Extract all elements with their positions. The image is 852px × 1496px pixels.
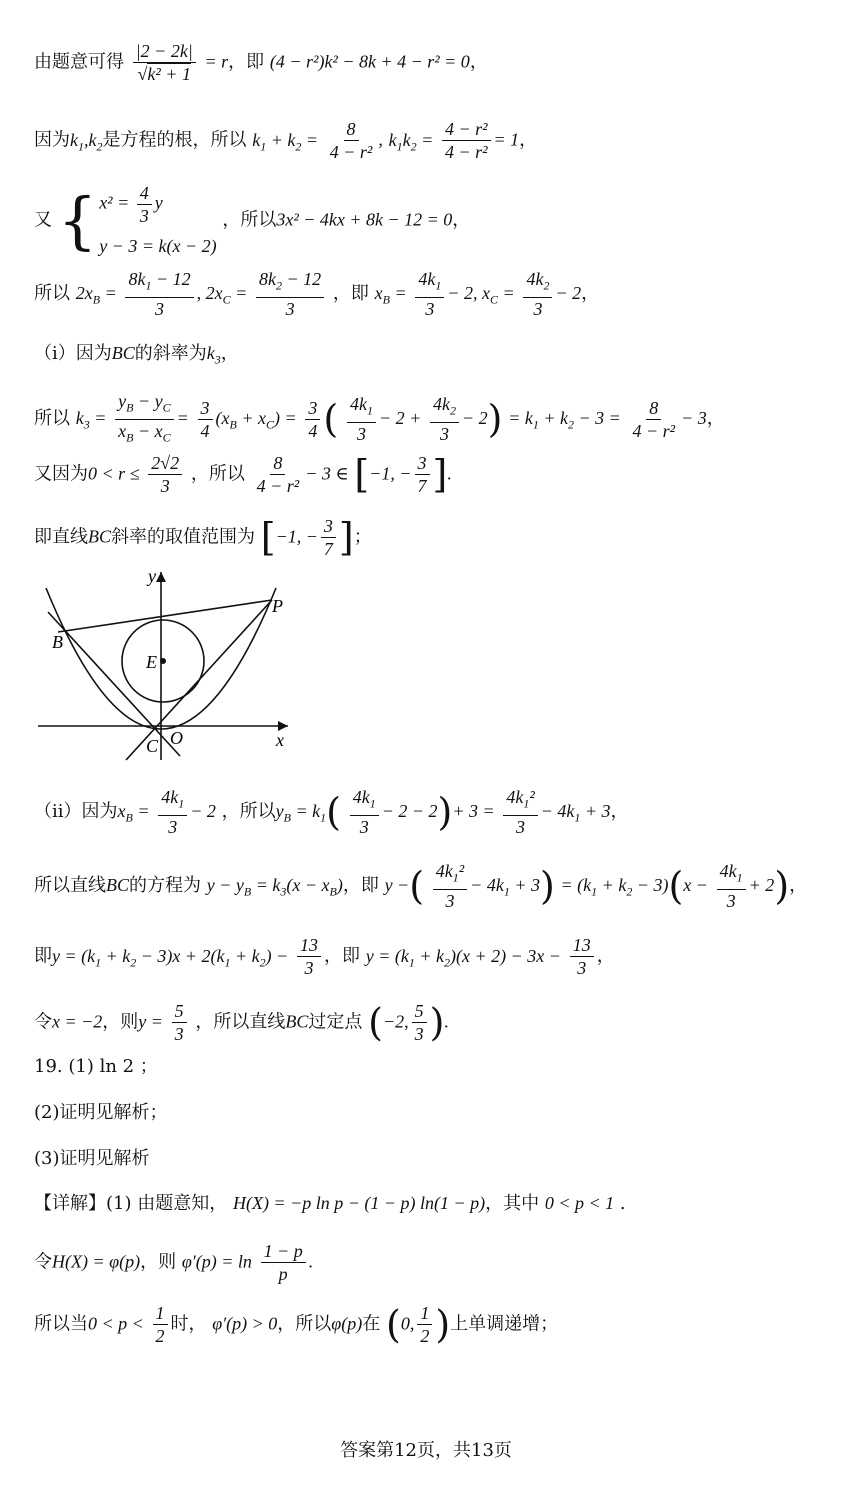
label-x: x — [276, 730, 284, 750]
solution-line-9: （ii）因为$x_B$ = $\frac{4k_1}{3}$ − 2 ，所以$y_B = k_1$( $\frac{4k_1}{3}$ − 2 − 2)+ 3 = $\frac{4k_1^2}{3}$ − $4k_1 + 3$， — [34, 787, 629, 837]
solution-line-5: （i）因为BC的斜率为$k_3$， — [34, 343, 239, 367]
geometry-figure — [30, 560, 300, 770]
solution-line-16: 【详解】(1) 由题意知， H(X) = −p ln p − (1 − p) ln(1 − p)，其中 0 < p < 1 . — [34, 1193, 626, 1214]
label-e: E — [146, 652, 157, 672]
solution-line-15: (3)证明见解析 — [34, 1148, 150, 1169]
label-o: O — [170, 728, 183, 748]
solution-line-10: 所以直线BC的方程为 $y - y_B = k_3(x - x_B)$，即 y −( $\frac{4k_1^2}{3}$ − $4k_1 + 3) = (k_1 + k_2 - 3)(x$ − $\frac{4k_1}{3}$ + 2)， — [34, 861, 808, 911]
solution-line-1: 由题意可得 $\frac{|2 - 2k|}{\text{√k² + 1}}$ = r，即 (4 − r²)k² − 8k + 4 − r² = 0， — [34, 41, 488, 84]
y-axis-arrow — [156, 572, 166, 582]
solution-line-18: 所以当0 < p < $\frac{1}{2}$ 时， φ′(p) > 0，所以φ(p)在 (0, $\frac{1}{2}$ )上单调递增； — [34, 1302, 559, 1347]
label-p: P — [272, 596, 283, 616]
solution-line-17: 令H(X) = φ(p)，则 φ′(p) = ln $\frac{1 - p}{p}$ . — [34, 1241, 314, 1284]
line-bp — [58, 600, 272, 632]
solution-line-6: 所以 $k_3$ = $\frac{y_B - y_C}{x_B - x_C}$ = $\frac{3}{4}$ $(x_B + x_C)$ = $\frac{3}{4}$ ( $\frac{4k_1}{3}$ − 2 + $\frac{4k_2}{3}$ − $2) = k_1 + k_2 - 3$ = $\frac{8}{\text{4 − r²}}$ − 3， — [34, 391, 725, 445]
label-c: C — [146, 736, 159, 756]
solution-line-11: 即$y = (k_1 + k_2 - 3)x + 2(k_1 + k_2)$ − $\frac{13}{3}$ ，即 $y = (k_1 + k_2)(x + 2) - 3x$ − $\frac{13}{3}$ ， — [34, 935, 615, 978]
solution-line-14: (2)证明见解析； — [34, 1102, 168, 1123]
center-e — [160, 658, 166, 664]
page-footer: 答案第12页，共13页 — [340, 1440, 512, 1461]
solution-line-4: 所以 $2x_B$ = $\frac{8k_1 - 12}{3}$ , $2x_C$ = $\frac{8k_2 - 12}{3}$ ，即 $x_B$ = $\frac{4k_1}{3}$ − 2, $x_C$ = $\frac{4k_2}{3}$ − 2， — [34, 269, 600, 319]
solution-line-7: 又因为0 < r ≤ $\frac{2√2}{3}$ ，所以 $\frac{8}{\text{4 − r²}}$ − 3 ∈ [−1, − $\frac{3}{7}$ ]. — [34, 452, 452, 497]
solution-line-2: 因为$k_1,k_2$是方程的根，所以 $k_1 + k_2$ = $\frac{8}{\text{4 − r²}}$ , $k_1k_2$ = $\frac{\text{4 − r²}}{\text{4 − r²}}$ = 1， — [34, 119, 538, 162]
solution-line-13: 19. (1) ln 2 ； — [34, 1056, 158, 1077]
solution-line-3: 又 { x² = $\frac{4}{3}$ y y − 3 = k(x − 2) ，所以3x² − 4kx + 8k − 12 = 0， — [34, 183, 471, 257]
solution-line-8: 即直线BC斜率的取值范围为 [−1, − $\frac{3}{7}$ ]； — [34, 515, 372, 560]
solution-line-12: 令x = −2，则y = $\frac{5}{3}$ ，所以直线BC过定点 (−2, $\frac{5}{3}$ ). — [34, 1000, 449, 1045]
label-b: B — [52, 632, 63, 652]
label-y: y — [148, 566, 156, 586]
